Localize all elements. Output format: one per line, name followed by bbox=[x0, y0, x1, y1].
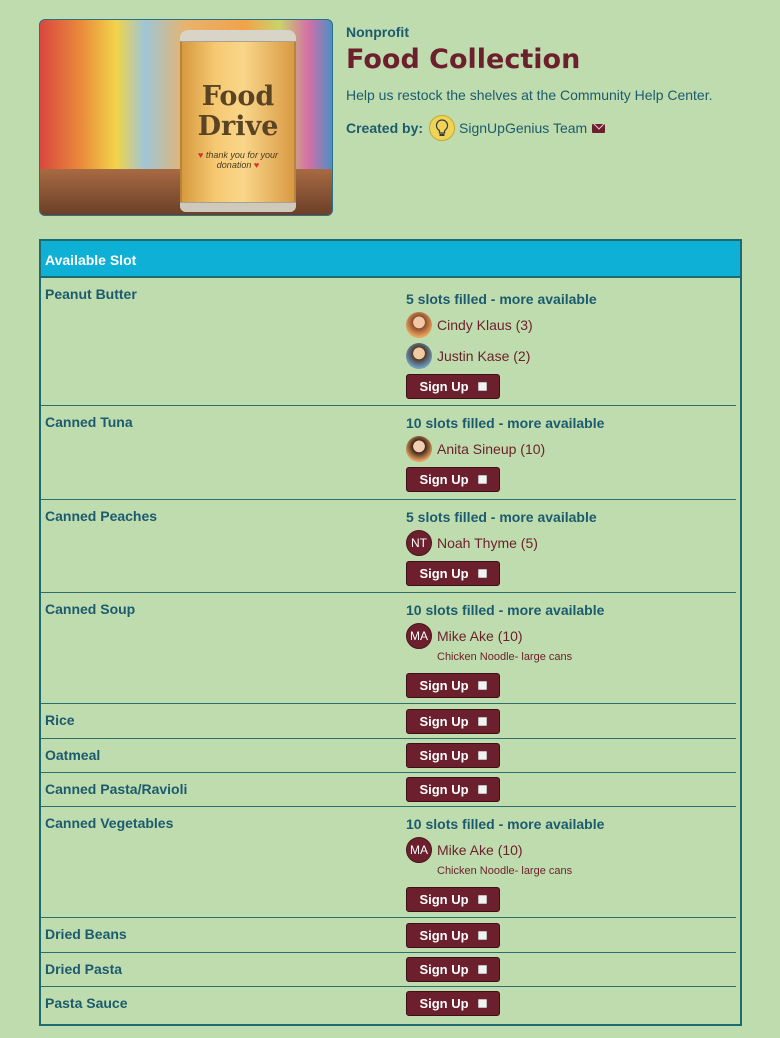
item-name: Oatmeal bbox=[45, 747, 101, 763]
food-drive-image bbox=[39, 19, 333, 216]
sign-up-label: Sign Up bbox=[419, 714, 469, 729]
participant-note: Chicken Noodle- large cans bbox=[437, 865, 573, 877]
checkbox-icon[interactable] bbox=[478, 751, 487, 760]
can-subtext-label: thank you for your donation bbox=[205, 150, 278, 170]
slot-details bbox=[406, 291, 736, 399]
checkbox-icon[interactable] bbox=[478, 717, 487, 726]
table-header: Available Slot bbox=[41, 241, 740, 278]
participant bbox=[406, 436, 736, 462]
slots-filled-status: 5 slots filled - more available bbox=[406, 509, 597, 525]
category-label: Nonprofit bbox=[346, 24, 409, 40]
item-name: Peanut Butter bbox=[45, 286, 137, 302]
sign-up-label: Sign Up bbox=[419, 892, 469, 907]
checkbox-icon[interactable] bbox=[478, 895, 487, 904]
sign-up-label: Sign Up bbox=[419, 996, 469, 1011]
table-row bbox=[41, 918, 736, 953]
slot-details bbox=[406, 509, 736, 586]
checkbox-icon[interactable] bbox=[478, 681, 487, 690]
avatar: MA bbox=[406, 837, 432, 863]
slots-filled-status: 10 slots filled - more available bbox=[406, 816, 605, 832]
slots-filled-status: 10 slots filled - more available bbox=[406, 415, 605, 431]
slot-details bbox=[406, 602, 736, 698]
slot-details bbox=[406, 923, 736, 948]
sign-up-button[interactable] bbox=[406, 957, 500, 982]
participant-name: Mike Ake (10) bbox=[437, 628, 523, 644]
avatar bbox=[406, 436, 432, 462]
table-row bbox=[41, 987, 736, 1023]
slots-filled-status: 5 slots filled - more available bbox=[406, 291, 597, 307]
heart-icon: ♥ bbox=[198, 150, 204, 160]
can-subtext bbox=[186, 150, 290, 170]
item-name: Canned Soup bbox=[45, 601, 136, 617]
item-name: Rice bbox=[45, 712, 75, 728]
slot-details bbox=[406, 415, 736, 492]
sign-up-button[interactable] bbox=[406, 467, 500, 492]
item-name: Pasta Sauce bbox=[45, 995, 128, 1011]
checkbox-icon[interactable] bbox=[478, 475, 487, 484]
slot-details bbox=[406, 957, 736, 982]
avatar: NT bbox=[406, 530, 432, 556]
table-row bbox=[41, 739, 736, 773]
table-row bbox=[41, 953, 736, 987]
signup-meta bbox=[346, 19, 756, 141]
slots-table bbox=[39, 239, 742, 1026]
checkbox-icon[interactable] bbox=[478, 931, 487, 940]
checkbox-icon[interactable] bbox=[478, 965, 487, 974]
table-row bbox=[41, 593, 736, 704]
table-row bbox=[41, 500, 736, 593]
table-row bbox=[41, 773, 736, 807]
sign-up-button[interactable] bbox=[406, 743, 500, 768]
participant-name: Justin Kase (2) bbox=[437, 348, 531, 364]
table-row bbox=[41, 704, 736, 739]
sign-up-button[interactable] bbox=[406, 887, 500, 912]
slots-filled-status: 10 slots filled - more available bbox=[406, 602, 605, 618]
sign-up-button[interactable] bbox=[406, 923, 500, 948]
table-row bbox=[41, 278, 736, 406]
participant-note: Chicken Noodle- large cans bbox=[437, 651, 573, 663]
sign-up-label: Sign Up bbox=[419, 782, 469, 797]
participant-name: Mike Ake (10) bbox=[437, 842, 523, 858]
signup-header bbox=[39, 19, 759, 217]
participant bbox=[406, 623, 736, 649]
slot-details bbox=[406, 743, 736, 768]
item-name: Dried Pasta bbox=[45, 961, 123, 977]
sign-up-button[interactable] bbox=[406, 374, 500, 399]
sign-up-label: Sign Up bbox=[419, 379, 469, 394]
sign-up-button[interactable] bbox=[406, 561, 500, 586]
table-row bbox=[41, 406, 736, 500]
slot-details bbox=[406, 777, 736, 802]
can-rim-bottom bbox=[180, 202, 296, 212]
can-label bbox=[188, 82, 288, 142]
email-icon[interactable] bbox=[592, 124, 605, 133]
checkbox-icon[interactable] bbox=[478, 785, 487, 794]
participant-name: Noah Thyme (5) bbox=[437, 535, 538, 551]
table-row bbox=[41, 807, 736, 918]
sign-up-button[interactable] bbox=[406, 673, 500, 698]
participant bbox=[406, 530, 736, 556]
avatar: MA bbox=[406, 623, 432, 649]
participant-name: Anita Sineup (10) bbox=[437, 441, 546, 457]
item-name: Canned Vegetables bbox=[45, 815, 174, 831]
sign-up-label: Sign Up bbox=[419, 678, 469, 693]
lightbulb-icon bbox=[429, 115, 455, 141]
participant bbox=[406, 343, 736, 369]
checkbox-icon[interactable] bbox=[478, 569, 487, 578]
participant-name: Cindy Klaus (3) bbox=[437, 317, 533, 333]
avatar bbox=[406, 343, 432, 369]
sign-up-label: Sign Up bbox=[419, 962, 469, 977]
can-rim-top bbox=[180, 30, 296, 42]
page-description: Help us restock the shelves at the Community Help Center. bbox=[346, 87, 713, 103]
created-by-label: Created by: bbox=[346, 120, 424, 136]
item-name: Canned Tuna bbox=[45, 414, 133, 430]
participant bbox=[406, 312, 736, 338]
participant bbox=[406, 837, 736, 863]
food-can-graphic bbox=[180, 30, 296, 212]
item-name: Canned Pasta/Ravioli bbox=[45, 781, 188, 797]
sign-up-label: Sign Up bbox=[419, 748, 469, 763]
slot-details bbox=[406, 991, 736, 1016]
sign-up-label: Sign Up bbox=[419, 472, 469, 487]
checkbox-icon[interactable] bbox=[478, 999, 487, 1008]
sign-up-button[interactable] bbox=[406, 709, 500, 734]
created-by bbox=[346, 115, 756, 141]
sign-up-button[interactable] bbox=[406, 777, 500, 802]
can-label-line2: Drive bbox=[197, 111, 279, 142]
slot-details bbox=[406, 816, 736, 912]
creator-name-link[interactable]: SignUpGenius Team bbox=[459, 120, 588, 136]
sign-up-label: Sign Up bbox=[419, 566, 469, 581]
heart-icon: ♥ bbox=[253, 160, 260, 170]
item-name: Dried Beans bbox=[45, 926, 127, 942]
item-name: Canned Peaches bbox=[45, 508, 158, 524]
can-label-line1: Food bbox=[201, 81, 275, 112]
checkbox-icon[interactable] bbox=[478, 382, 487, 391]
avatar bbox=[406, 312, 432, 338]
slot-details bbox=[406, 709, 736, 734]
sign-up-button[interactable] bbox=[406, 991, 500, 1016]
sign-up-label: Sign Up bbox=[419, 928, 469, 943]
page-title: Food Collection bbox=[346, 44, 581, 75]
